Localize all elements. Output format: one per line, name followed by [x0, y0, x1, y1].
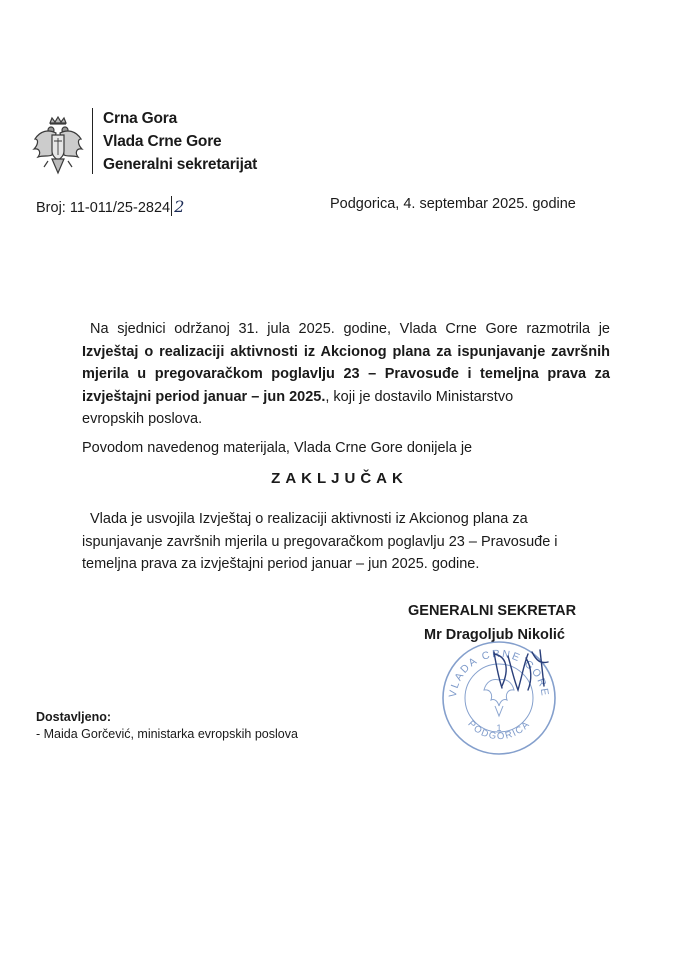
paragraph-session-last: evropskih poslova. [82, 411, 203, 427]
paragraph-conclusion: Vlada je usvojila Izvještaj o realizaciji aktivnosti iz Akcionog plana za ispunjavanje završnih mjerila u pregovaračkom poglavlju 23 – Pravosuđe i temeljna prava za izvještajni period januar – jun 2025. godine. [82, 511, 558, 572]
delivery-title: Dostavljeno: [36, 710, 112, 724]
paragraph-decision: Povodom navedenog materijala, Vlada Crne Gore donijela je [82, 440, 473, 456]
delivery-recipient: - Maida Gorčević, ministarka evropskih poslova [36, 727, 298, 741]
reference-handwritten-suffix: 2 [174, 197, 185, 216]
stamp-bottom-text: PODGORICA [465, 718, 533, 743]
place-date: Podgorica, 4. septembar 2025. godine [330, 196, 576, 212]
header-secretariat: Generalni sekretarijat [103, 156, 258, 173]
handwritten-signature [488, 646, 558, 694]
header-government: Vlada Crne Gore [103, 133, 222, 150]
signatory-title: GENERALNI SEKRETAR [408, 603, 577, 619]
conclusion-title: ZAKLJUČAK [271, 470, 408, 487]
paragraph-session [82, 318, 610, 431]
report-title-bold: Izvještaj o realizaciji aktivnosti iz Akcionog plana za ispunjavanje završnih mjerila u pregovaračkom poglavlju 23 – Pravosuđe i temeljna prava za izvještajni period januar – jun 2025. [82, 343, 610, 405]
stamp-top-text: VLADA CRNE GORE [446, 647, 552, 699]
montenegro-coat-of-arms-icon [32, 115, 84, 179]
header-divider [92, 108, 93, 174]
signatory-name: Mr Dragoljub Nikolić [424, 627, 565, 643]
reference-number-text: Broj: 11-011/25-2824 [36, 200, 171, 216]
reference-separator [171, 196, 172, 216]
header-country: Crna Gora [103, 110, 177, 127]
reference-number [36, 196, 184, 216]
stamp-number: 1 [496, 723, 502, 733]
paragraph-session-tail: , koji je dostavilo Ministarstvo [325, 388, 514, 405]
paragraph-session-intro: Na sjednici održanoj 31. jula 2025. godine, Vlada Crne Gore razmotrila je [90, 321, 610, 337]
